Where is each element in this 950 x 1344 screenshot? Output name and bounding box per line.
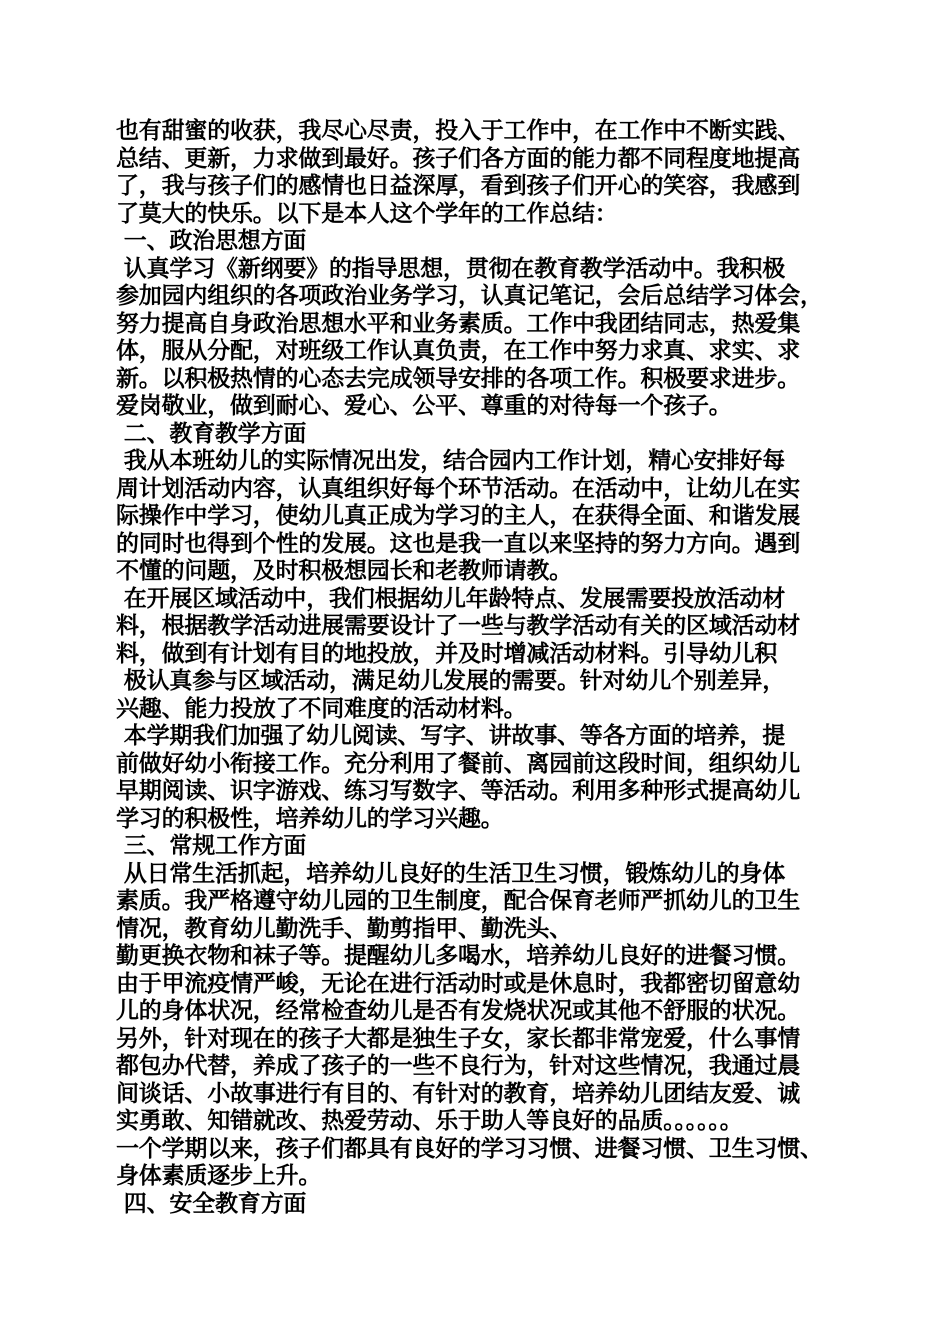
text-line: 间谈话、小故事进行有目的、有针对的教育，培养幼儿团结友爱、诚 [116,1080,801,1107]
text-line: 际操作中学习，使幼儿真正成为学习的主人，在获得全面、和谐发展 [116,503,801,529]
text-line: 另外，针对现在的孩子大都是独生子女，家长都非常宠爱，什么事情 [116,1025,801,1052]
section-heading: 三、常规工作方面 [116,833,307,859]
text-line: 从日常生活抓起，培养幼儿良好的生活卫生习惯，锻炼幼儿的身体 [116,860,786,887]
section-heading: 一、政治思想方面 [116,228,307,254]
text-line: 兴趣、能力投放了不同难度的活动材料。 [116,695,527,722]
text-line: 不懂的问题，及时积极想园长和老教师请教。 [116,558,573,584]
text-line: 身体素质逐步上升。 [116,1163,322,1189]
text-line: 了，我与孩子们的感情也日益深厚，看到孩子们开心的笑容，我感到 [116,173,801,199]
text-line: 前做好幼小衔接工作。充分利用了餐前、离园前这段时间，组织幼儿 [116,750,801,777]
text-line: 的同时也得到个性的发展。这也是我一直以来坚持的努力方向。遇到 [116,530,801,557]
text-line: 也有甜蜜的收获，我尽心尽责，投入于工作中，在工作中不断实践、 [116,118,801,144]
text-line: 情况，教育幼儿勤洗手、勤剪指甲、勤洗头、 [116,915,573,942]
text-line: 总结、更新，力求做到最好。孩子们各方面的能力都不同程度地提高 [116,145,801,172]
text-line: 认真学习《新纲要》的指导思想，贯彻在教育教学活动中。我积极 [116,255,786,282]
section-heading: 四、安全教育方面 [116,1190,307,1217]
text-line: 料，根据教学活动进展需要设计了一些与教学活动有关的区域活动材 [116,613,801,639]
text-line: 周计划活动内容，认真组织好每个环节活动。在活动中，让幼儿在实 [116,475,801,502]
text-line: 由于甲流疫情严峻，无论在进行活动时或是休息时，我都密切留意幼 [116,970,801,997]
section-heading: 二、教育教学方面 [116,420,307,447]
text-line: 学习的积极性，培养幼儿的学习兴趣。 [116,805,504,832]
text-line: 努力提高自身政治思想水平和业务素质。工作中我团结同志，热爱集 [116,310,801,337]
text-line: 极认真参与区域活动，满足幼儿发展的需要。针对幼儿个别差异， [116,668,786,694]
text-line: 实勇敢、知错就改、热爱劳动、乐于助人等良好的品质。。。。。。 [116,1108,743,1134]
text-line: 儿的身体状况，经常检查幼儿是否有发烧状况或其他不舒服的状况。 [116,998,801,1024]
text-line: 我从本班幼儿的实际情况出发，结合园内工作计划，精心安排好每 [116,448,786,474]
text-line: 在开展区域活动中，我们根据幼儿年龄特点、发展需要投放活动材 [116,585,786,612]
text-line: 都包办代替，养成了孩子的一些不良行为，针对这些情况，我通过晨 [116,1053,801,1079]
text-line: 本学期我们加强了幼儿阅读、写字、讲故事、等各方面的培养，提 [116,723,786,749]
text-line: 料，做到有计划有目的地投放，并及时增减活动材料。引导幼儿积 [116,640,778,667]
text-line: 爱岗敬业，做到耐心、爱心、公平、尊重的对待每一个孩子。 [116,393,732,419]
text-line: 了莫大的快乐。以下是本人这个学年的工作总结： [116,200,618,227]
text-line: 早期阅读、识字游戏、练习写数字、等活动。利用多种形式提高幼儿 [116,778,801,804]
text-line: 一个学期以来，孩子们都具有良好的学习习惯、进餐习惯、卫生习惯、 [116,1135,823,1162]
text-line: 素质。我严格遵守幼儿园的卫生制度，配合保育老师严抓幼儿的卫生 [116,888,801,914]
text-line: 体，服从分配，对班级工作认真负责，在工作中努力求真、求实、求 [116,338,801,364]
text-line: 新。以积极热情的心态去完成领导安排的各项工作。积极要求进步。 [116,365,801,392]
text-line: 勤更换衣物和袜子等。提醒幼儿多喝水，培养幼儿良好的进餐习惯。 [116,943,801,969]
body-text [116,118,856,1218]
text-line: 参加园内组织的各项政治业务学习，认真记笔记，会后总结学习体会， [116,283,823,309]
